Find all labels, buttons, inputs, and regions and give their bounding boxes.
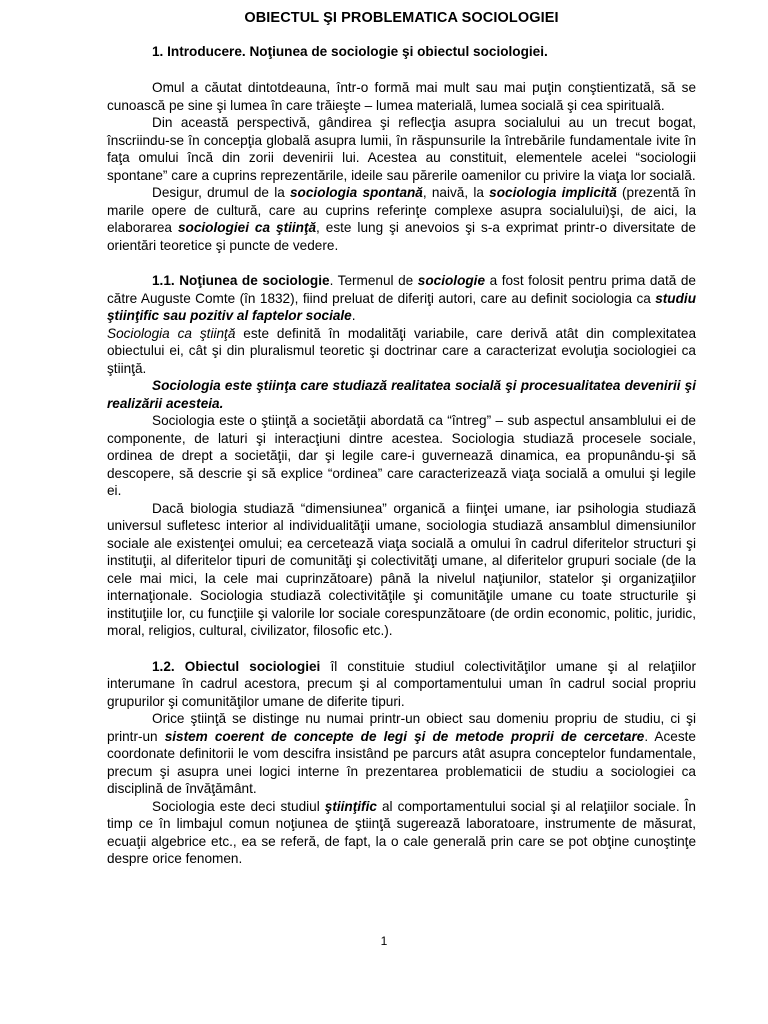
text-run: , este lung şi anevoios şi s-a exprimat printr-o diversitate de orientări teoretice şi puncte de vedere. bbox=[107, 220, 696, 253]
text-run: îl constituie studiul colectivităţilor umane şi al relaţiilor interumane în cadrul acestora, precum şi al comportamentului uman în cadrul social propriu grupurilor şi comunităţilor umane de diferite tipuri. bbox=[107, 658, 696, 709]
emphasis-sistem-coerent: sistem coerent de concepte de legi şi de metode proprii de cercetare bbox=[164, 728, 645, 744]
text-run: . Aceste coordonate definitorii le vom descifra insistând pe parcurs atât asupra conceptelor fundamentale, precum şi asupra unei logici interne în prezentarea problematicii de studiu a sociologiei ca disciplină de învăţământ. bbox=[107, 728, 696, 796]
text-run: a fost folosit pentru prima dată de către Auguste Comte (în 1832), fiind preluat de diferiţi autori, care au definit sociologia ca bbox=[107, 273, 696, 306]
paragraph-10 bbox=[107, 710, 696, 798]
document-title: OBIECTUL ŞI PROBLEMATICA SOCIOLOGIEI bbox=[244, 10, 559, 26]
text-run: Desigur, drumul de la bbox=[152, 185, 290, 200]
text-run: al comportamentului social şi al relaţiilor sociale. În timp ce în limbajul comun noţiunea de ştiinţă sugerează laboratoare, instrumente de măsurat, ecuaţii algebrice etc., ea se referă, de fapt, la o cale generală prin care se pot obţine cunoştinţe despre orice fenomen. bbox=[107, 798, 696, 866]
paragraph-11 bbox=[107, 798, 696, 868]
paragraph-2: Din această perspectivă, gândirea şi reflecţia asupra socialului au un trecut bogat, înscriindu-se în concepţia globală asupra lumii, în răspunsurile la întrebările fundamentale ivite în faţa omului încă din zorii devenirii lui. Acestea au constituit, elementele acelei “sociologii spontane” care a cuprins reprezentările, ideile sau părerile oamenilor cu privire la viaţa lor socială. bbox=[107, 115, 696, 183]
paragraph-5 bbox=[107, 325, 696, 378]
emphasis-sociologie: sociologie bbox=[417, 273, 486, 288]
emphasis-sociologia-implicita: sociologia implicită bbox=[489, 185, 617, 200]
emphasis-sociologia-spontana: sociologia spontană bbox=[290, 185, 423, 200]
text-run: este definită în modalităţi variabile, care derivă atât din complexitatea obiectului ei, cât şi din pluralismul teoretic şi doctrinar care a caracterizat evoluţia sociologiei ca ştiinţă. bbox=[107, 325, 696, 376]
section-heading-introduction: 1. Introducere. Noţiunea de sociologie şi obiectul sociologiei. bbox=[152, 44, 548, 59]
definition-sociologie: Sociologia este ştiinţa care studiază realitatea socială şi procesualitatea devenirii şi realizării acesteia. bbox=[107, 378, 696, 411]
subsection-heading-1-1: 1.1. Noţiunea de sociologie bbox=[152, 273, 330, 288]
emphasis-sociologiei-ca-stiinta: sociologiei ca ştiinţă bbox=[177, 220, 317, 235]
paragraph-3 bbox=[107, 184, 696, 254]
italic-sociologia-ca-stiinta: Sociologia ca ştiinţă bbox=[107, 325, 236, 341]
text-run: . bbox=[351, 308, 356, 323]
paragraph-7: Sociologia este o ştiinţă a societăţii abordată ca “întreg” – sub aspectul ansamblului ei de componente, de laturi şi interacţiuni dintre acestea. Sociologia studiază procesele sociale, ordinea de drept a societăţii, dar şi legile care-i guvernează dinamica, ea propunându-şi să descopere, să descrie şi să explice “ordinea” care caracterizează viaţa socială a omului şi legile ei. bbox=[107, 413, 696, 498]
page-number: 1 bbox=[380, 934, 388, 948]
emphasis-stiintific: ştiinţific bbox=[324, 798, 377, 814]
text-run: , naivă, la bbox=[422, 185, 490, 200]
text-run: . Termenul de bbox=[329, 273, 418, 288]
emphasis-studiu-stiintific: studiu ştiinţific sau pozitiv al faptelor sociale bbox=[107, 290, 696, 323]
paragraph-obiectul bbox=[107, 658, 696, 711]
text-run: Orice ştiinţă se distinge nu numai printr-un obiect sau domeniu propriu de studiu, ci şi printr-un bbox=[107, 711, 696, 744]
subsection-heading-1-2: 1.2. Obiectul sociologiei bbox=[152, 658, 321, 674]
paragraph-1: Omul a căutat dintotdeauna, într-o formă mai mult sau mai puţin conştientizată, să se cunoască pe sine şi lumea în care trăieşte – lumea materială, lumea socială şi cea spirituală. bbox=[107, 80, 696, 113]
paragraph-notiunea bbox=[107, 272, 696, 325]
paragraph-8: Dacă biologia studiază “dimensiunea” organică a fiinţei umane, iar psihologia studiază universul sufletesc interior al individualităţii umane, sociologia studiază ansamblul dimensiunilor sociale ale existenţei omului; ea cercetează viaţa socială a omului în cadrul diferitelor structuri şi instituţii, al diferitelor tipuri de comunităţi şi colectivităţi umane, al diferitelor grupuri sociale (de la cele mai mici, la cele mai cuprinzătoare) până la nivelul naţiunilor, statelor şi organizaţiilor internaţionale. Sociologia studiază colectivităţile şi comunităţile umane cu toate structurile şi instituţiile lor, cu funcţiile şi valorile lor sociale corespunzătoare (de ordin economic, politic, juridic, moral, religios, cultural, civilizator, filosofic etc.). bbox=[107, 500, 696, 638]
text-run: (prezentă în marile opere de cultură, care au cuprins referinţe complexe asupra socialului)şi, de aici, la elaborarea bbox=[107, 185, 696, 235]
text-run: Sociologia este deci studiul bbox=[152, 798, 325, 814]
